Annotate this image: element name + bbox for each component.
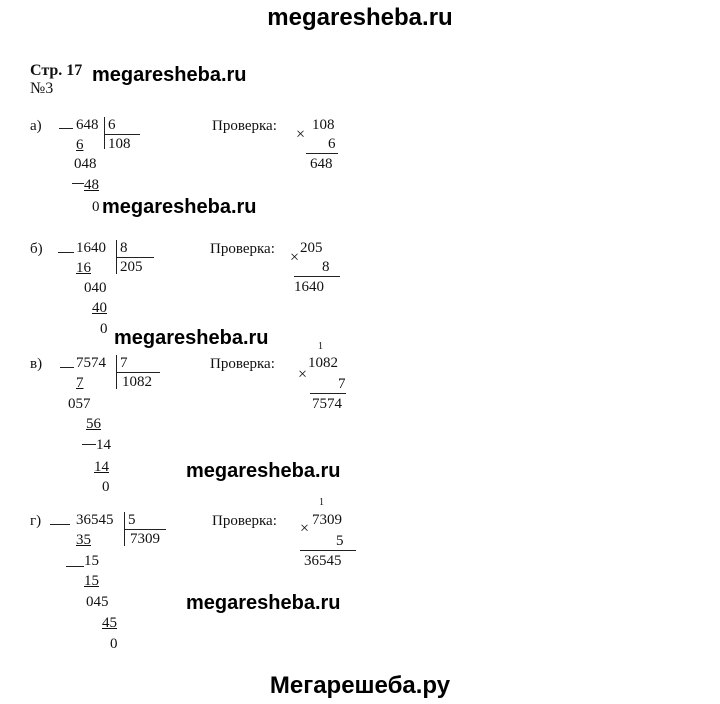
- product-line: [300, 550, 356, 551]
- check-factor1: 7309: [312, 512, 342, 528]
- step: 0: [100, 321, 108, 337]
- step: 14: [96, 437, 111, 453]
- step: 057: [68, 396, 91, 412]
- step: 16: [76, 260, 91, 276]
- step: 0: [110, 636, 118, 652]
- check-label: Проверка:: [210, 356, 275, 372]
- check-product: 36545: [304, 553, 342, 569]
- step: 15: [84, 573, 99, 589]
- minus-sign: [60, 367, 74, 368]
- problem-label: г): [30, 513, 42, 529]
- multiply-icon: ×: [298, 366, 308, 383]
- multiply-icon: ×: [290, 249, 300, 266]
- multiply-icon: ×: [296, 126, 306, 143]
- minus-sign: [50, 524, 70, 525]
- dividend: 648: [76, 117, 99, 133]
- step: 0: [102, 479, 110, 495]
- watermark-inline-3: megaresheba.ru: [114, 327, 269, 349]
- check-factor2: 6: [328, 136, 336, 152]
- step: 48: [84, 177, 99, 193]
- step: 048: [74, 156, 97, 172]
- check-product: 1640: [294, 279, 324, 295]
- step: 14: [94, 459, 109, 475]
- minus-sign: [82, 444, 96, 445]
- problem-label: б): [30, 241, 43, 257]
- divisor: 6: [108, 117, 116, 133]
- step: 6: [76, 137, 84, 153]
- minus-sign: [58, 252, 74, 253]
- divisor: 8: [120, 240, 128, 256]
- step: 56: [86, 416, 101, 432]
- step: 15: [84, 553, 99, 569]
- minus-sign: [66, 566, 84, 567]
- multiply-icon: ×: [300, 520, 310, 537]
- step: 45: [102, 615, 117, 631]
- watermark-inline-2: megaresheba.ru: [102, 196, 257, 218]
- step: 7: [76, 375, 84, 391]
- quotient: 108: [108, 136, 131, 152]
- divisor: 5: [128, 512, 136, 528]
- watermark-inline-5: megaresheba.ru: [186, 592, 341, 614]
- check-label: Проверка:: [212, 513, 277, 529]
- check-label: Проверка:: [210, 241, 275, 257]
- check-carry: 1: [318, 341, 323, 352]
- check-factor2: 5: [336, 533, 344, 549]
- check-factor2: 8: [322, 259, 330, 275]
- dividend: 7574: [76, 355, 106, 371]
- step: 040: [84, 280, 107, 296]
- problem-label: в): [30, 356, 43, 372]
- check-factor2: 7: [338, 376, 346, 392]
- step: 35: [76, 532, 91, 548]
- watermark-inline-4: megaresheba.ru: [186, 460, 341, 482]
- quotient: 205: [120, 259, 143, 275]
- product-line: [294, 276, 340, 277]
- minus-sign: [72, 183, 84, 184]
- check-factor1: 108: [312, 117, 335, 133]
- step: 40: [92, 300, 107, 316]
- check-factor1: 1082: [308, 355, 338, 371]
- check-carry: 1: [319, 497, 324, 508]
- divisor: 7: [120, 355, 128, 371]
- watermark-top: megaresheba.ru: [267, 4, 453, 31]
- minus-sign: [59, 128, 73, 129]
- problem-label: а): [30, 118, 42, 134]
- check-product: 648: [310, 156, 333, 172]
- check-product: 7574: [312, 396, 342, 412]
- check-label: Проверка:: [212, 118, 277, 134]
- page-number: Стр. 17: [30, 62, 83, 79]
- quotient: 7309: [130, 531, 160, 547]
- step: 045: [86, 594, 109, 610]
- dividend: 1640: [76, 240, 106, 256]
- division-bar: [104, 117, 105, 149]
- watermark-bottom: Мегарешеба.ру: [269, 672, 451, 699]
- product-line: [310, 393, 346, 394]
- quotient: 1082: [122, 374, 152, 390]
- check-factor1: 205: [300, 240, 323, 256]
- step: 0: [92, 199, 100, 215]
- product-line: [306, 153, 338, 154]
- watermark-inline-1: megaresheba.ru: [92, 64, 247, 86]
- task-number: №3: [30, 80, 54, 97]
- dividend: 36545: [76, 512, 114, 528]
